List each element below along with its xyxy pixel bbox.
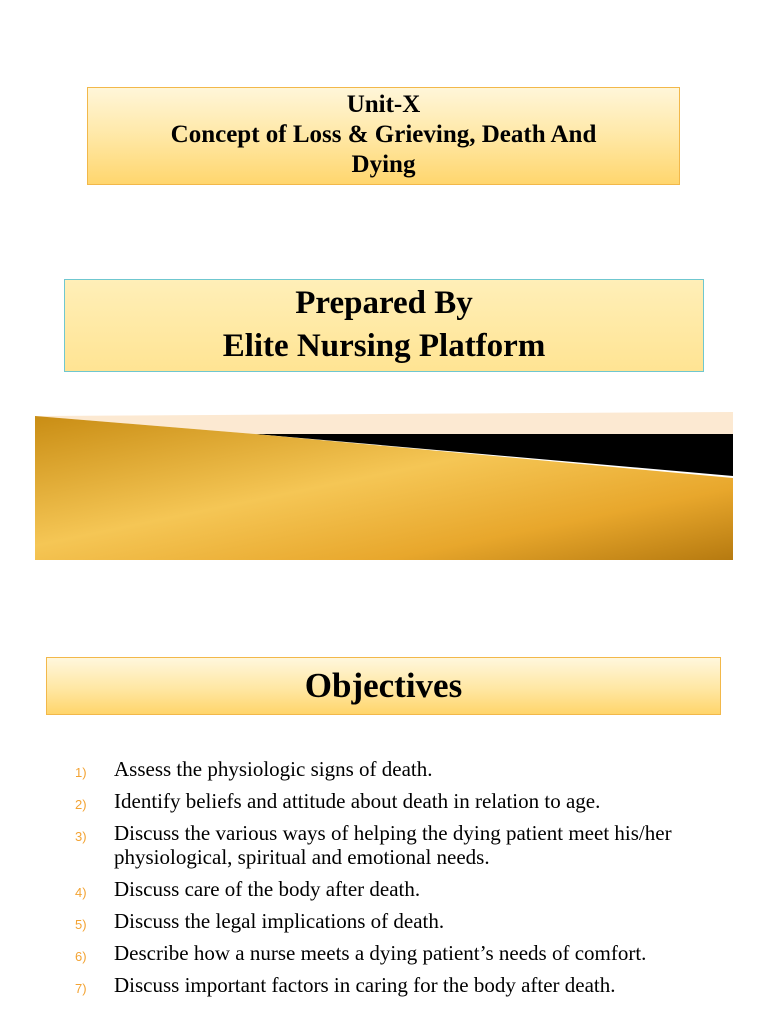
list-item (0, 757, 714, 781)
list-item-text: Assess the physiologic signs of death. (114, 757, 433, 781)
list-item (0, 973, 714, 997)
list-item (0, 909, 714, 933)
list-item-text: Discuss the legal implications of death. (114, 909, 445, 933)
list-number: 4) (75, 885, 87, 900)
objectives-heading: Objectives (304, 666, 463, 705)
unit-title-line: Dying (351, 151, 416, 178)
list-item-text: Discuss care of the body after death. (114, 877, 421, 901)
decorative-banner (35, 412, 733, 560)
prepared-by-box (64, 279, 704, 372)
list-item (0, 789, 714, 813)
objectives-list (0, 757, 768, 1005)
list-item-text: Identify beliefs and attitude about death in relation to age. (114, 789, 601, 813)
list-item-text: Discuss important factors in caring for the body after death. (114, 973, 616, 997)
list-item (0, 941, 714, 965)
list-item (0, 821, 714, 869)
list-item (0, 877, 714, 901)
list-item-text: Describe how a nurse meets a dying patient’s needs of comfort. (114, 941, 647, 965)
slide-title-box (87, 87, 680, 185)
list-number: 5) (75, 917, 87, 932)
list-number: 2) (75, 797, 87, 812)
author-name: Elite Nursing Platform (222, 328, 546, 364)
unit-label: Unit-X (346, 91, 421, 118)
list-number: 1) (75, 765, 87, 780)
list-item-text: Discuss the various ways of helping the dying patient meet his/her physiological, spiritual and emotional needs. (114, 821, 672, 869)
objectives-heading-box (46, 657, 721, 715)
prepared-by-label: Prepared By (295, 285, 473, 321)
list-number: 6) (75, 949, 87, 964)
list-number: 7) (75, 981, 87, 996)
list-number: 3) (75, 829, 87, 844)
unit-title-line: Concept of Loss & Grieving, Death And (170, 121, 597, 148)
